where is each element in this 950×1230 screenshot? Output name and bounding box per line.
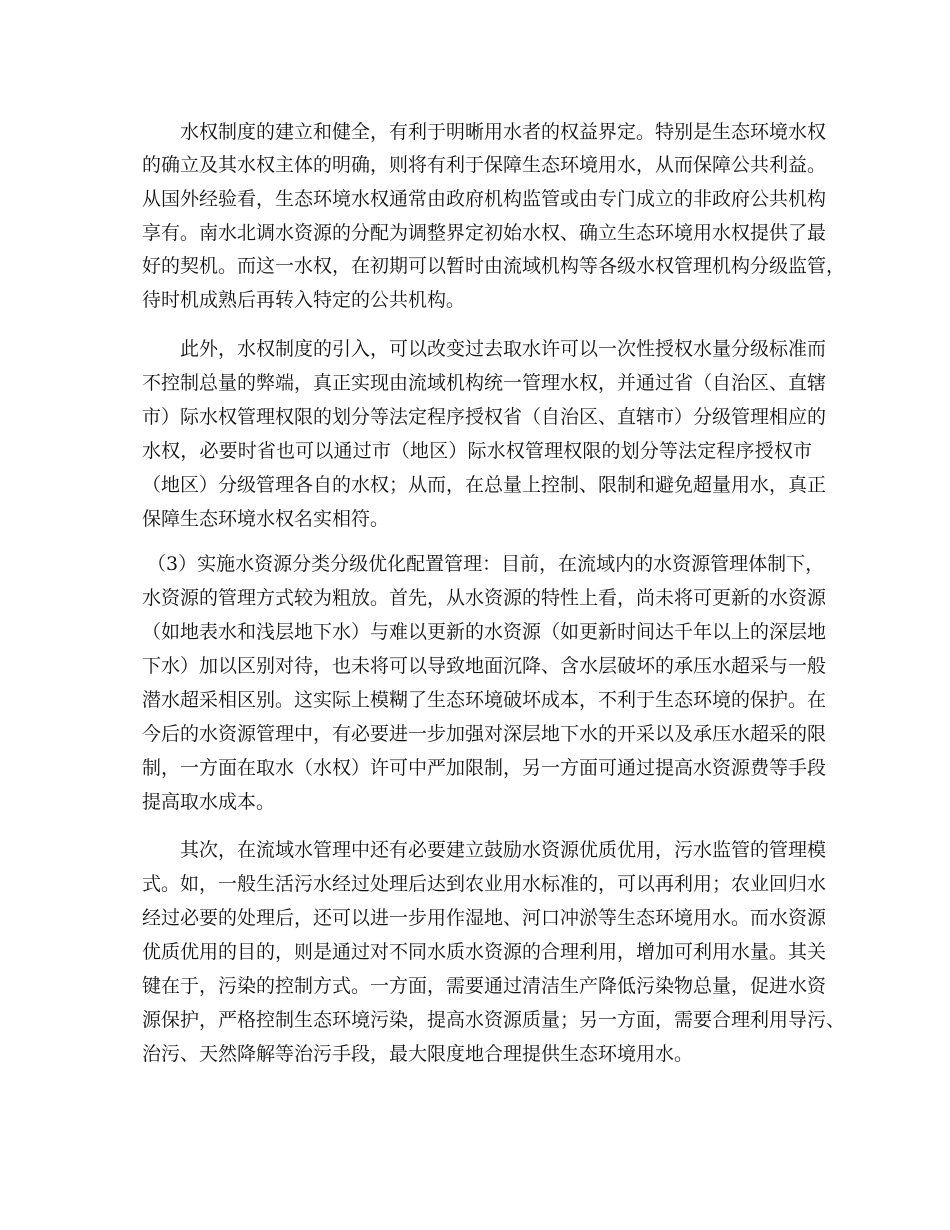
paragraph-1-line-6: 待时机成熟后再转入特定的公共机构。 bbox=[142, 289, 466, 311]
paragraph-2-line-1: 此外，水权制度的引入，可以改变过去取水许可以一次性授权水量分级标准而 bbox=[180, 338, 827, 360]
paragraph-4-line-2: 式。如，一般生活污水经过处理后达到农业用水标准的，可以再利用；农业回归水 bbox=[142, 873, 827, 895]
paragraph-3-line-2: 水资源的管理方式较为粗放。首先，从水资源的特性上看，尚未将可更新的水资源 bbox=[142, 587, 827, 609]
paragraph-1-line-5: 好的契机。而这一水权，在初期可以暂时由流域机构等各级水权管理机构分级监管， bbox=[142, 255, 846, 277]
paragraph-3-line-8: 提高取水成本。 bbox=[142, 791, 276, 813]
paragraph-4-line-4: 优质优用的目的，则是通过对不同水质水资源的合理利用，增加可利用水量。其关 bbox=[142, 941, 827, 963]
paragraph-1-line-3: 从国外经验看，生态环境水权通常由政府机构监管或由专门成立的非政府公共机构 bbox=[142, 188, 827, 210]
paragraph-3-line-7: 制，一方面在取水（水权）许可中严加限制，另一方面可通过提高水资源费等手段 bbox=[142, 757, 827, 779]
paragraph-1-line-4: 享有。南水北调水资源的分配为调整界定初始水权、确立生态环境用水权提供了最 bbox=[142, 222, 827, 244]
paragraph-3-line-3: （如地表水和浅层地下水）与难以更新的水资源（如更新时间达千年以上的深层地 bbox=[142, 621, 827, 643]
paragraph-4-line-7: 治污、天然降解等治污手段，最大限度地合理提供生态环境用水。 bbox=[142, 1043, 694, 1065]
paragraph-4-line-6: 源保护，严格控制生态环境污染，提高水资源质量；另一方面，需要合理利用导污、 bbox=[142, 1009, 846, 1031]
paragraph-2-line-4: 水权，必要时省也可以通过市（地区）际水权管理权限的划分等法定程序授权市 bbox=[142, 440, 812, 462]
paragraph-3-line-4: 下水）加以区别对待，也未将可以导致地面沉降、含水层破坏的承压水超采与一般 bbox=[142, 655, 827, 677]
paragraph-1-line-1: 水权制度的建立和健全，有利于明晰用水者的权益界定。特别是生态环境水权 bbox=[180, 121, 827, 143]
paragraph-2-line-3: 市）际水权管理权限的划分等法定程序授权省（自治区、直辖市）分级管理相应的 bbox=[142, 406, 827, 428]
paragraph-2-line-2: 不控制总量的弊端，真正实现由流域机构统一管理水权，并通过省（自治区、直辖 bbox=[142, 372, 827, 394]
paragraph-1-line-2: 的确立及其水权主体的明确，则将有利于保障生态环境用水，从而保障公共利益。 bbox=[142, 154, 827, 176]
paragraph-2-line-5: （地区）分级管理各自的水权；从而，在总量上控制、限制和避免超量用水，真正 bbox=[142, 474, 827, 496]
paragraph-3-line-6: 今后的水资源管理中，有必要进一步加强对深层地下水的开采以及承压水超采的限 bbox=[142, 723, 827, 745]
paragraph-4-line-3: 经过必要的处理后，还可以进一步用作湿地、河口冲淤等生态环境用水。而水资源 bbox=[142, 907, 827, 929]
paragraph-3-line-5: 潜水超采相区别。这实际上模糊了生态环境破坏成本，不利于生态环境的保护。在 bbox=[142, 689, 827, 711]
paragraph-4-line-1: 其次，在流域水管理中还有必要建立鼓励水资源优质优用，污水监管的管理模 bbox=[180, 839, 827, 861]
paragraph-2-line-6: 保障生态环境水权名实相符。 bbox=[142, 508, 390, 530]
paragraph-3-line-1: （3）实施水资源分类分级优化配置管理：目前，在流域内的水资源管理体制下， bbox=[147, 553, 825, 575]
paragraph-4-line-5: 键在于，污染的控制方式。一方面，需要通过清洁生产降低污染物总量，促进水资 bbox=[142, 975, 827, 997]
